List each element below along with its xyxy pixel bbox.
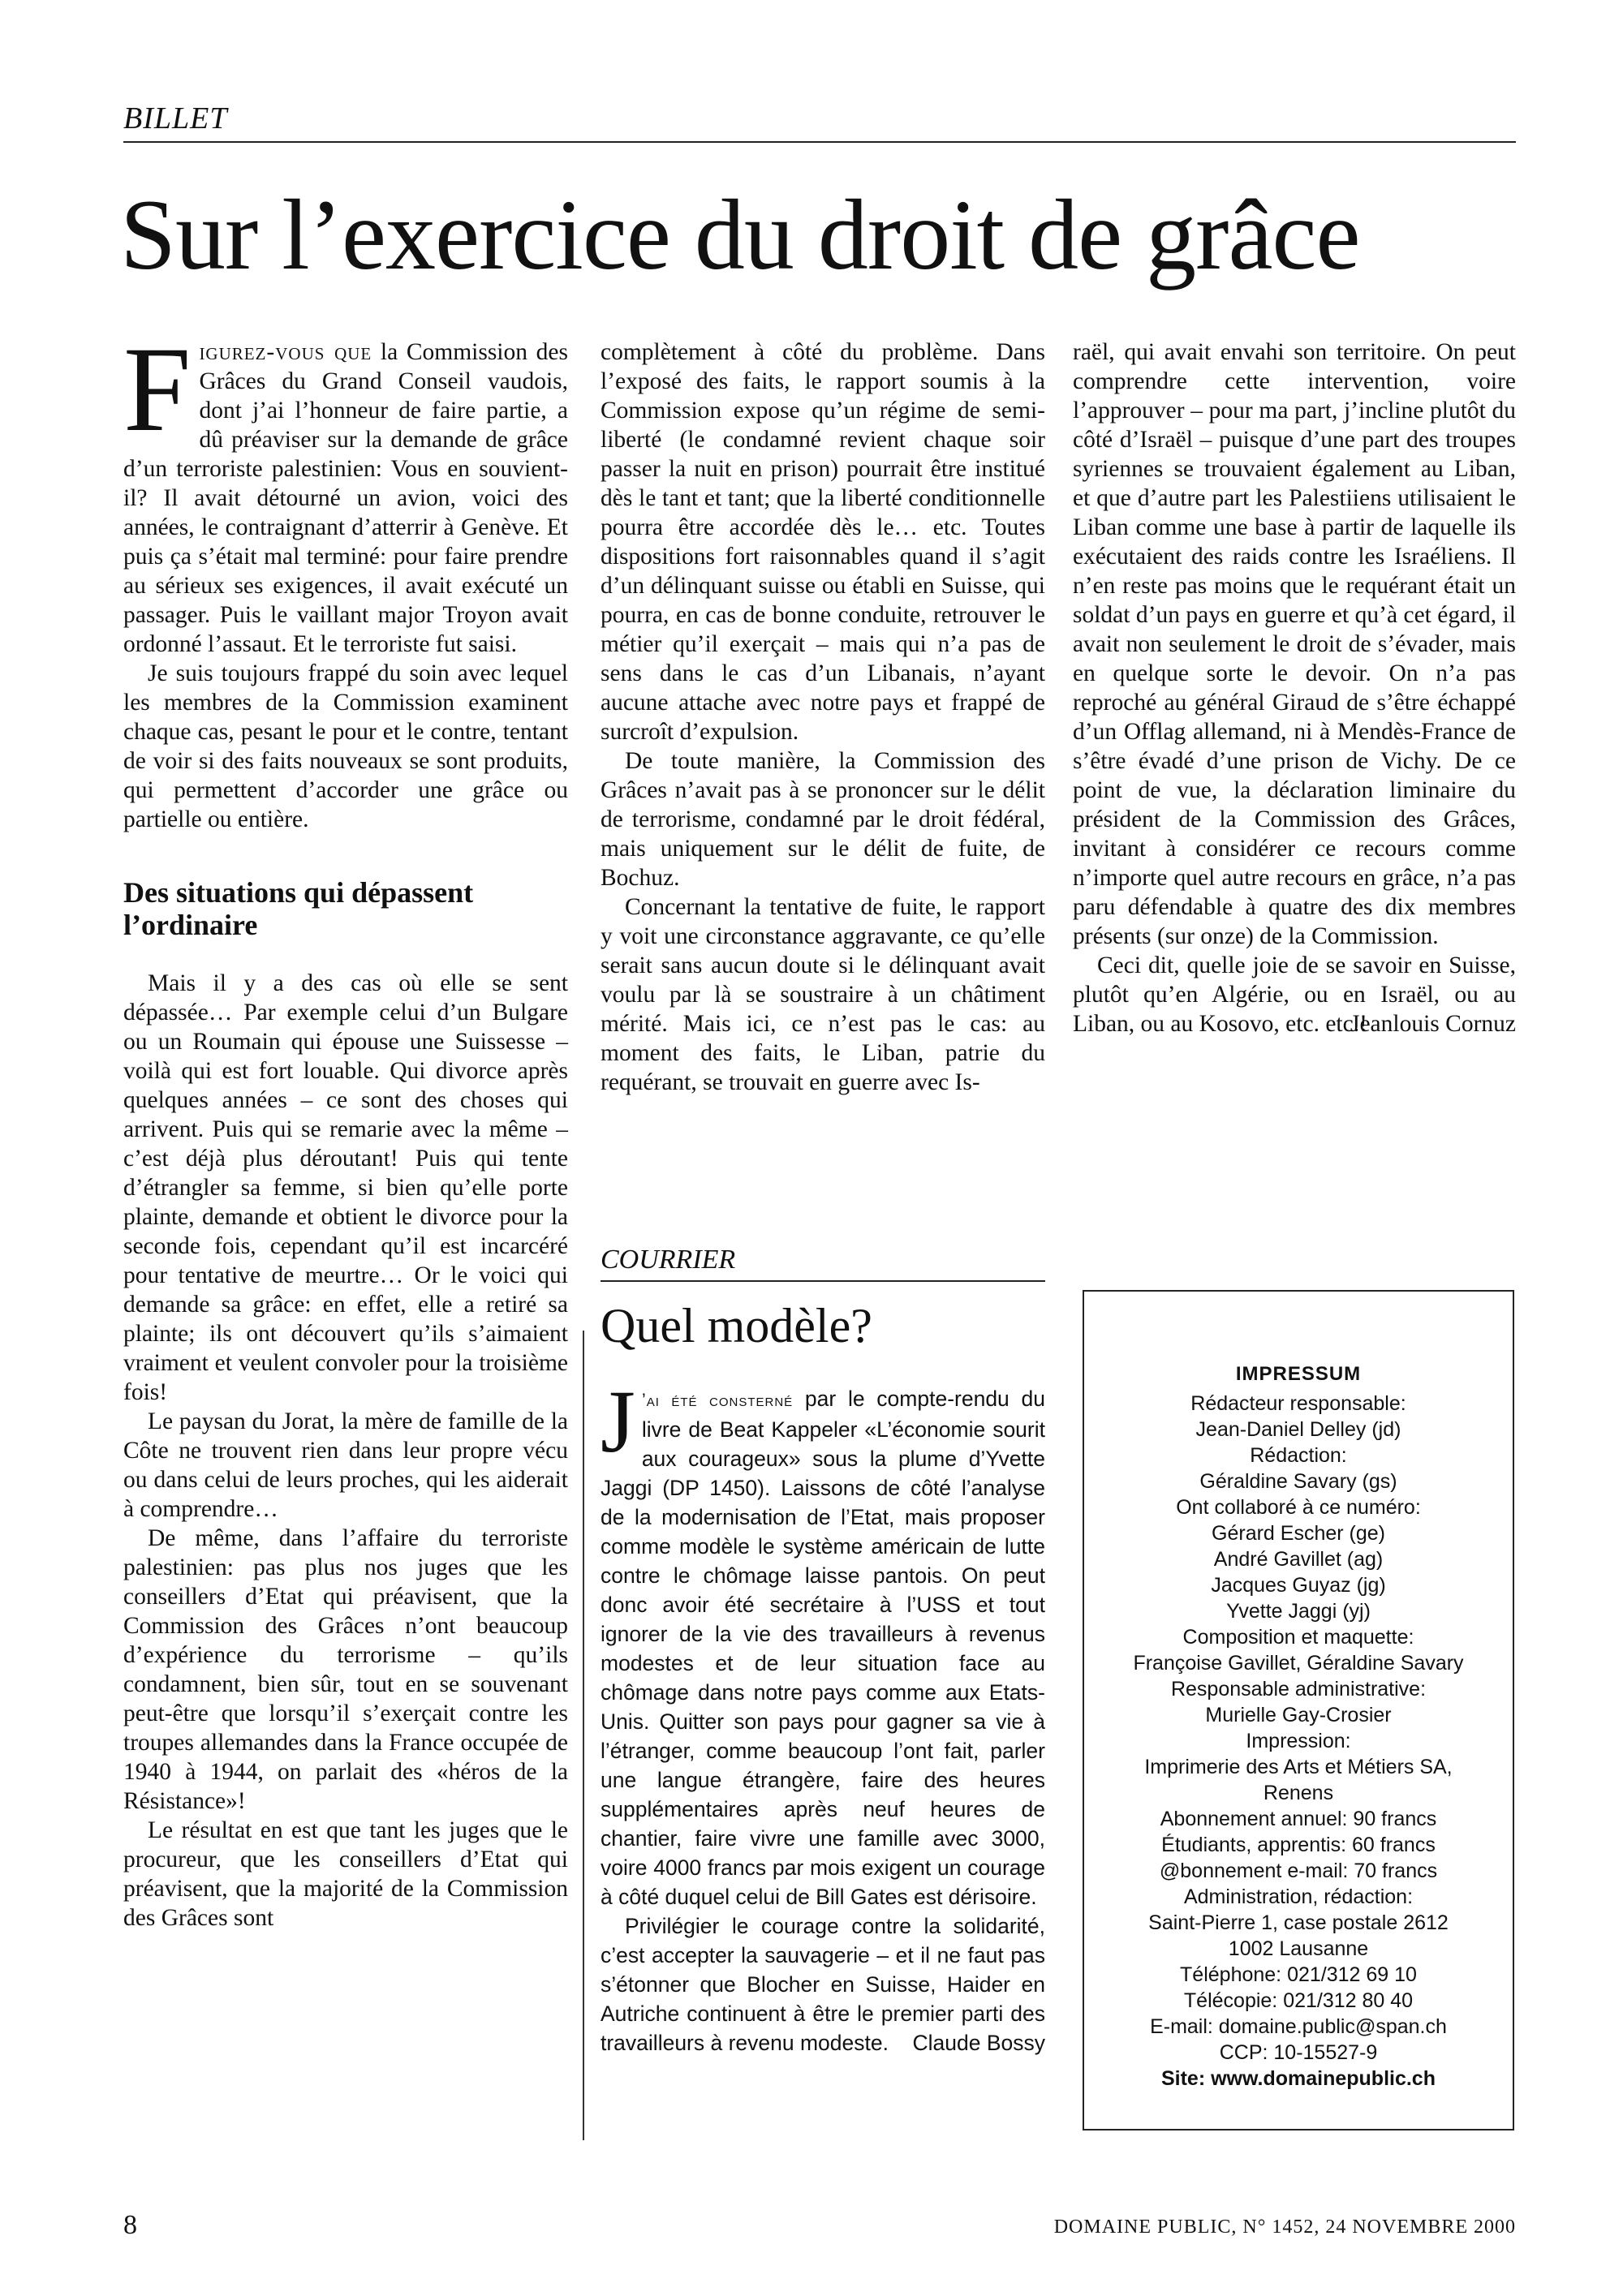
article-paragraph: De toute manière, la Commission des Grâces n’avait pas à se prononcer sur le délit de terrorisme, condamné par le droit fédéral, mais uniquement sur le délit de fuite, de Bochuz. [601,748,1045,891]
article-author: Jeanlouis Cornuz [1350,1011,1516,1037]
lead-smallcaps: igurez-vous que [199,339,372,365]
courrier-paragraph: Privilégier le courage contre la solidarité, c’est accepter la sauvagerie – et il ne faut pas s’étonner que Blocher en Suisse, Haider en Autriche continuent à être le premier parti des travailleurs à revenu modeste. [601,1914,1045,2055]
article-column-3 [1073,338,1516,1038]
impressum-line: Ont collaboré à ce numéro: [1176,1496,1421,1519]
drop-cap: J [601,1372,635,1471]
impressum-line: Étudiants, apprentis: 60 francs [1161,1834,1436,1856]
impressum-line: Administration, rédaction: [1183,1885,1414,1908]
impressum-line: Téléphone: 021/312 69 10 [1180,1963,1417,1986]
page-number: 8 [123,2210,137,2240]
impressum-line: Yvette Jaggi (yj) [1226,1600,1371,1623]
impressum-line: Rédaction: [1250,1444,1347,1467]
article-paragraph: complètement à côté du problème. Dans l’exposé des faits, le rapport soumis à la Commission expose qu’un régime de semi-liberté (le condamné revient chaque soir passer la nuit en prison) pourrait être institué dès le tant et tant; que la liberté conditionnelle pourra être accordée dès le… etc. Toutes dispositions fort raisonnables quand il s’agit d’un délinquant suisse ou établi en Suisse, qui pourra, en cas de bonne conduite, retrouver le métier qu’il exerçait – mais qui n’a pas de sens dans le cas d’un Libanais, n’ayant aucune attache avec notre pays et frappé de surcroît d’expulsion. [601,339,1045,745]
drop-cap: F [123,322,192,457]
article-paragraph: Le résultat en est que tant les juges que le procureur, que les conseillers d’Etat qui préavisent, que la majorité de la Commission des Grâces sont [123,1817,568,1931]
article-column-1 [123,322,568,1933]
courrier-title: Quel modèle? [601,1299,872,1352]
courrier-rule [601,1280,1045,1282]
impressum-line: @bonnement e-mail: 70 francs [1159,1860,1438,1882]
page-title: Sur l’exercice du droit de grâce [120,179,1360,290]
article-paragraph: raël, qui avait envahi son territoire. On peut comprendre cette intervention, voire l’approuver – pour ma part, j’incline plutôt du côté d’Israël – puisque d’une part des troupes syriennes se trouvaient également au Liban, et que d’autre part les Palestiiens utilisaient le Liban comme une base à partir de laquelle ils exécutaient des raids contre les Israéliens. Il n’en reste pas moins que le requérant était un soldat d’un pays en guerre et qu’à cet égard, il avait non seulement le droit de s’évader, mais en quelque sorte le devoir. On n’a pas reproché au général Giraud de s’être échappé d’un Offlag allemand, ni à Mendès-France de s’être évadé d’une prison de Vichy. De ce point de vue, la déclaration liminaire du président de la Commission des Grâces, invitant à considérer ce recours comme n’importe quel autre recours en grâce, n’a pas paru défendable à quatre des dix membres présents (sur onze) de la Commission. [1073,339,1516,949]
article-paragraph: Je suis toujours frappé du soin avec lequel les membres de la Commission examinent chaque cas, pesant le pour et le contre, tentant de voir si des faits nouveaux se sont produits, qui permettent d’accorder une grâce ou partielle ou entière. [123,660,568,832]
impressum-line: Renens [1263,1782,1334,1804]
impressum-line: Abonnement annuel: 90 francs [1160,1808,1437,1830]
section-label: BILLET [123,101,228,135]
impressum-line: Composition et maquette: [1182,1626,1414,1649]
impressum-line: Françoise Gavillet, Géraldine Savary [1133,1652,1464,1675]
impressum-line: CCP: 10-15527-9 [1219,2041,1378,2064]
impressum-line: Saint-Pierre 1, case postale 2612 [1148,1911,1449,1934]
article-lead-paragraph [123,322,568,659]
article-subhead: Des situations qui dépassent l’ordinaire [123,876,474,941]
courrier-author: Claude Bossy [912,2031,1045,2055]
lead-smallcaps: ’ai été consterné [641,1390,794,1410]
column-divider [583,1331,584,2140]
impressum-website: Site: www.domainepublic.ch [1160,2067,1436,2090]
impressum-line: Rédacteur responsable: [1190,1392,1406,1415]
courrier-lead-paragraph [601,1372,1046,1911]
article-paragraph: Le paysan du Jorat, la mère de famille de la Côte ne trouvent rien dans leur propre vécu ou dans celui de leurs proches, qui les aiderait à comprendre… [123,1408,568,1522]
impressum-title: IMPRESSUM [1235,1363,1362,1385]
impressum-line: Responsable administrative: [1170,1678,1427,1701]
impressum-line: 1002 Lausanne [1228,1937,1369,1960]
impressum-line: Imprimerie des Arts et Métiers SA, [1144,1756,1453,1778]
paragraph-text: par le compte-rendu du livre de Beat Kappeler «L’économie sourit aux courageux» sous la plume d’Yvette Jaggi (DP 1450). Laissons de côté l’analyse de la modernisation de l’Etat, mais proposer comme modèle le système américain de lutte contre le chômage laisse pantois. On peut donc avoir été secrétaire à l’USS et tout ignorer de la vie des travailleurs à revenus modestes et de leur situation face au chômage dans notre pays comme aux Etats-Unis. Quitter son pays pour gagner sa vie à l’étranger, comme beaucoup l’ont fait, parler une langue étrangère, faire des heures supplémentaires après neuf heures de chantier, faire vivre une famille avec 3000, voire 4000 francs par mois exigent un courage à côté duquel celui de Bill Gates est dérisoire. [601,1387,1046,1909]
impressum-line: Impression: [1246,1730,1351,1752]
article-column-2 [601,338,1045,1097]
impressum-line: Murielle Gay-Crosier [1205,1704,1392,1726]
article-paragraph: De même, dans l’affaire du terroriste palestinien: pas plus nos juges que les conseillers d’Etat qui préavisent, que la Commission des Grâces n’ont beaucoup d’expérience du terrorisme – qu’ils condamnent, bien sûr, tout en se souvenant peut-être que lorsqu’il s’exerçait contre les troupes allemandes dans la France occupée de 1940 à 1944, on parlait des «héros de la Résistance»! [123,1525,568,1814]
paragraph-text: Ceci dit, quelle joie de se savoir en Suisse, plutôt qu’en Algérie, ou en Israël, ou au Liban, ou au Kosovo, etc. etc.! [1073,952,1516,1037]
impressum-line: Géraldine Savary (gs) [1199,1470,1397,1493]
publication-footer: DOMAINE PUBLIC, N° 1452, 24 NOVEMBRE 2000 [1053,2216,1516,2238]
impressum-line: Jean-Daniel Delley (jd) [1195,1418,1401,1441]
article-paragraph: Concernant la tentative de fuite, le rapport y voit une circonstance aggravante, ce qu’elle serait sans aucun doute si le délinquant avait voulu par là se soustraire à un châtiment mérité. Mais ici, ce n’est pas le cas: au moment des faits, le Liban, patrie du requérant, se trouvait en guerre avec Is- [601,894,1045,1095]
impressum-line: Télécopie: 021/312 80 40 [1183,1989,1414,2012]
article-paragraph: Mais il y a des cas où elle se sent dépassée… Par exemple celui d’un Bulgare ou un Roumain qui épouse une Suissesse – voilà qui est fort louable. Qui divorce après quelques années – ce sont des choses qui arrivent. Puis qui se remarie avec la même – c’est déjà plus déroutant! Puis qui tente d’étrangler sa femme, si bien qu’elle porte plainte, demande et obtient le divorce pour la seconde fois, cependant qu’il est incarcéré pour tentative de meurtre… Or le voici qui demande sa grâce: en effet, elle a retiré sa plainte; ils ont découvert qu’ils s’aimaient vraiment et veulent convoler pour la troisième fois! [123,970,568,1405]
courrier-section-label: COURRIER [601,1245,736,1275]
impressum-box [1083,1290,1514,2130]
top-rule [123,141,1516,143]
impressum-line: Gérard Escher (ge) [1212,1522,1385,1545]
impressum-line: André Gavillet (ag) [1213,1548,1384,1571]
courrier-body [601,1372,1046,2057]
paragraph-text: la Commission des Grâces du Grand Conseil vaudois, dont j’ai l’honneur de faire partie, a dû préaviser sur la demande de grâce d’un terroriste palestinien: Vous en souvient-il? Il avait détourné un avion, voici des années, le contraignant d’atterrir à Genève. Et puis ça s’était mal terminé: pour faire prendre au sérieux ses exigences, il avait exécuté un passager. Puis le vaillant major Troyon avait ordonné l’assaut. Et le terroriste fut saisi. [123,339,568,657]
impressum-line: Jacques Guyaz (jg) [1211,1574,1386,1597]
impressum-line: E-mail: domaine.public@span.ch [1150,2015,1447,2038]
